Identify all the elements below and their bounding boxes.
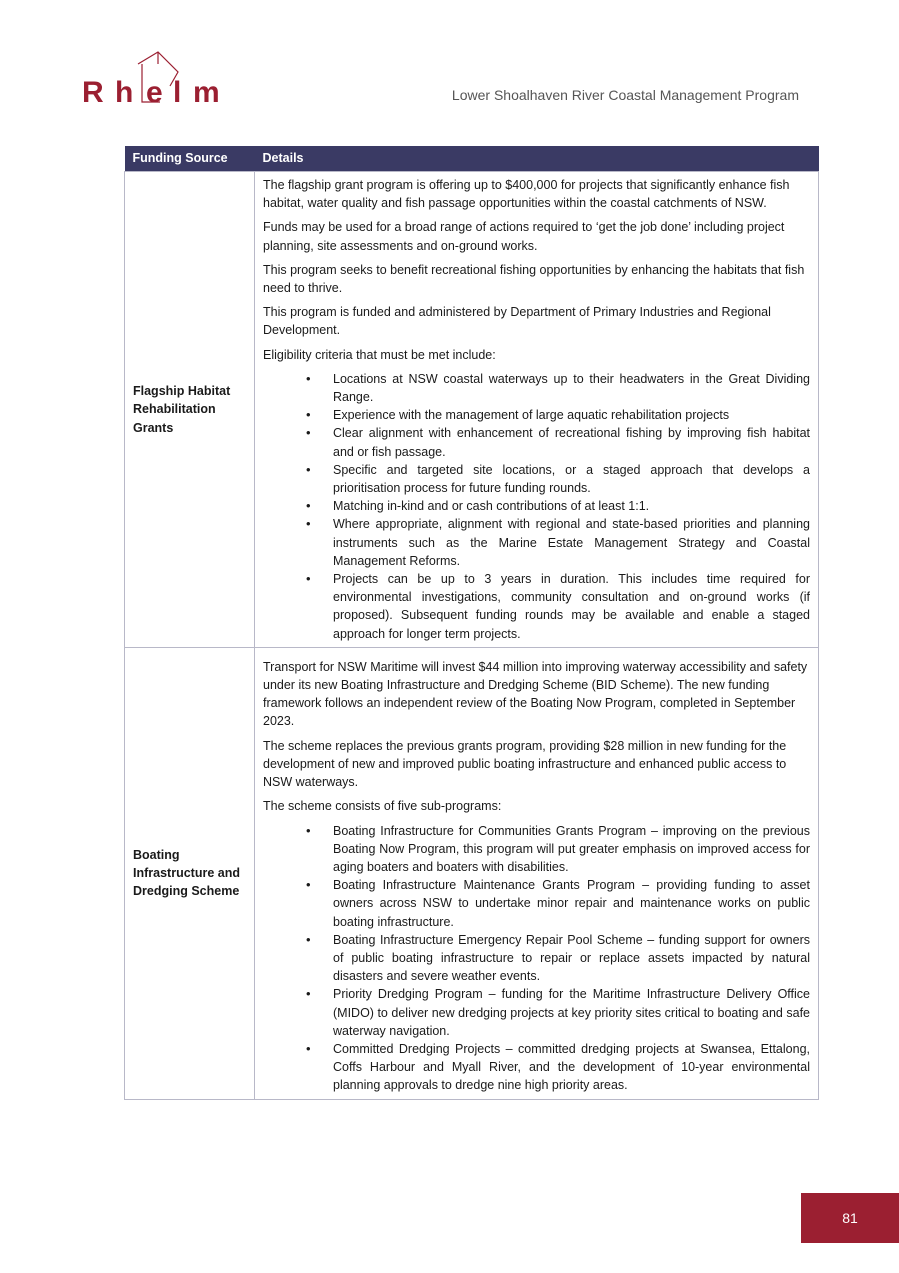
- svg-text:m: m: [193, 76, 220, 106]
- svg-text:R: R: [82, 76, 104, 106]
- details-cell: [255, 647, 819, 1099]
- paragraph: Eligibility criteria that must be met include:: [263, 347, 496, 362]
- rhelm-logo: [82, 50, 232, 106]
- table-row: [125, 647, 819, 1099]
- eligibility-list: [263, 370, 810, 643]
- paragraph: This program is funded and administered by Department of Primary Industries and Regional Development.: [263, 305, 771, 338]
- funding-source-cell: Flagship Habitat Rehabilitation Grants: [125, 172, 255, 648]
- sub-programs-list: [263, 822, 810, 1095]
- table-row: [125, 172, 819, 648]
- column-header-funding-source: Funding Source: [125, 146, 255, 172]
- svg-text:h: h: [115, 76, 134, 106]
- list-item: • Locations at NSW coastal waterways up to their headwaters in the Great Dividing Range.: [333, 370, 810, 406]
- list-item: • Priority Dredging Program – funding for the Maritime Infrastructure Delivery Office (MIDO) to deliver new dredging projects at key priority sites critical to boating and safe waterway navigation.: [333, 985, 810, 1040]
- list-item: • Clear alignment with enhancement of recreational fishing by improving fish habitat and or fish passage.: [333, 424, 810, 460]
- details-cell: [255, 172, 819, 648]
- paragraph: The flagship grant program is offering up to $400,000 for projects that significantly enhance fish habitat, water quality and fish passage opportunities within the coastal catchments of NSW.: [263, 178, 790, 211]
- list-item: • Specific and targeted site locations, or a staged approach that develops a prioritisation process for future funding rounds.: [333, 461, 810, 497]
- paragraph: Funds may be used for a broad range of actions required to ‘get the job done’ including project planning, site assessments and on-ground works.: [263, 220, 785, 253]
- paragraph: Transport for NSW Maritime will invest $44 million into improving waterway accessibility and safety under its new Boating Infrastructure and Dredging Scheme (BID Scheme). The new funding framework follows an independent review of the Boating Now Program, completed in September 2023.: [263, 659, 808, 729]
- list-item: • Projects can be up to 3 years in duration. This includes time required for environmental investigations, community consultation and on-ground works (if proposed). Subsequent funding rounds may be available and enable a staged approach for longer term projects.: [333, 570, 810, 643]
- list-item: • Boating Infrastructure for Communities Grants Program – improving on the previous Boating Now Program, this program will put greater emphasis on improved access for aging boaters and boaters with disabilities.: [333, 822, 810, 877]
- page-number: 81: [801, 1193, 899, 1243]
- list-item: • Boating Infrastructure Maintenance Grants Program – providing funding to asset owners across NSW to undertake minor repair and maintenance works on public boating infrastructure.: [333, 876, 810, 931]
- paragraph: The scheme replaces the previous grants program, providing $28 million in new funding for the development of new and improved public boating infrastructure and enhanced public access to NSW waterways.: [263, 738, 787, 790]
- svg-text:l: l: [173, 76, 182, 106]
- funding-table: [124, 146, 819, 1100]
- svg-text:e: e: [146, 76, 163, 106]
- list-item: • Where appropriate, alignment with regional and state-based priorities and planning instruments such as the Marine Estate Management Strategy and Coastal Management Reforms.: [333, 515, 810, 570]
- list-item: • Committed Dredging Projects – committed dredging projects at Swansea, Ettalong, Coffs Harbour and Myall River, and the development of 10-year environmental planning approvals to dredge nine high priority areas.: [333, 1040, 810, 1095]
- document-title: Lower Shoalhaven River Coastal Management Program: [451, 87, 799, 103]
- funding-source-cell: Boating Infrastructure and Dredging Scheme: [125, 647, 255, 1099]
- list-item: • Matching in-kind and or cash contributions of at least 1:1.: [333, 497, 810, 515]
- list-item: • Boating Infrastructure Emergency Repair Pool Scheme – funding support for owners of public boating infrastructure to repair or replace assets impacted by natural disasters and severe weather events.: [333, 931, 810, 986]
- list-item: • Experience with the management of large aquatic rehabilitation projects: [333, 406, 810, 424]
- table-header-row: [125, 146, 819, 172]
- paragraph: This program seeks to benefit recreational fishing opportunities by enhancing the habitats that fish need to thrive.: [263, 262, 805, 296]
- paragraph: The scheme consists of five sub-programs:: [263, 799, 502, 814]
- column-header-details: Details: [255, 146, 819, 172]
